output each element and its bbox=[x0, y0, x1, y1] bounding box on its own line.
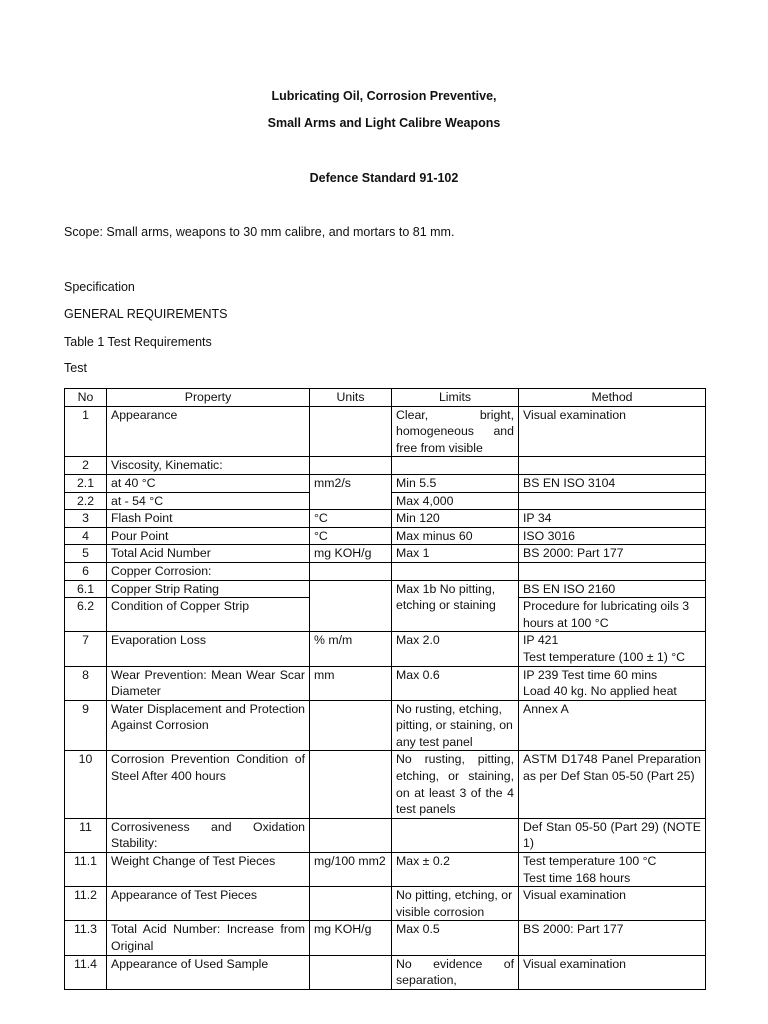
row-method: ISO 3016 bbox=[519, 527, 706, 545]
table-row bbox=[65, 406, 706, 457]
row-no: 1 bbox=[65, 406, 107, 457]
table-row bbox=[65, 474, 706, 492]
row-no: 11.2 bbox=[65, 887, 107, 921]
row-limits: Max ± 0.2 bbox=[392, 853, 519, 887]
row-method: Annex A bbox=[519, 700, 706, 751]
row-limits: No evidence of separation, bbox=[392, 955, 519, 989]
row-property: Condition of Copper Strip bbox=[107, 598, 310, 632]
row-units: mg KOH/g bbox=[310, 921, 392, 955]
row-property: Appearance of Used Sample bbox=[107, 955, 310, 989]
row-units: °C bbox=[310, 510, 392, 528]
row-limits: Clear, bright, homogeneous and free from visible bbox=[392, 406, 519, 457]
table-row bbox=[65, 580, 706, 598]
row-method bbox=[519, 632, 706, 666]
row-no: 11.4 bbox=[65, 955, 107, 989]
row-property: at - 54 °C bbox=[107, 492, 310, 510]
document-title-line-2: Small Arms and Light Calibre Weapons bbox=[267, 116, 501, 130]
row-units bbox=[310, 562, 392, 580]
row-method: Visual examination bbox=[519, 406, 706, 457]
row-property: Copper Strip Rating bbox=[107, 580, 310, 598]
document-title-line-1: Lubricating Oil, Corrosion Preventive, bbox=[271, 89, 497, 103]
row-limits bbox=[392, 818, 519, 852]
table-row bbox=[65, 545, 706, 563]
header-units: Units bbox=[310, 389, 392, 407]
row-method bbox=[519, 457, 706, 475]
method-line: Test time 168 hours bbox=[523, 870, 631, 885]
table-row bbox=[65, 632, 706, 666]
method-line: IP 239 Test time 60 mins bbox=[523, 667, 658, 682]
row-limits: Max 0.6 bbox=[392, 666, 519, 700]
row-no: 5 bbox=[65, 545, 107, 563]
row-limits: Max 2.0 bbox=[392, 632, 519, 666]
header-method: Method bbox=[519, 389, 706, 407]
table-row bbox=[65, 527, 706, 545]
row-property: Flash Point bbox=[107, 510, 310, 528]
row-no: 8 bbox=[65, 666, 107, 700]
table-row bbox=[65, 562, 706, 580]
standard-number: Defence Standard 91-102 bbox=[309, 171, 459, 185]
row-no: 2 bbox=[65, 457, 107, 475]
row-limits: Max minus 60 bbox=[392, 527, 519, 545]
row-method: Visual examination bbox=[519, 887, 706, 921]
table-header-row bbox=[65, 389, 706, 407]
row-property: Total Acid Number bbox=[107, 545, 310, 563]
method-line: Test temperature (100 ± 1) °C bbox=[523, 649, 686, 664]
table-row bbox=[65, 921, 706, 955]
row-units bbox=[310, 580, 392, 632]
method-line: Load 40 kg. No applied heat bbox=[523, 684, 677, 699]
row-property: Appearance of Test Pieces bbox=[107, 887, 310, 921]
row-units bbox=[310, 700, 392, 751]
row-method bbox=[519, 562, 706, 580]
row-method: BS 2000: Part 177 bbox=[519, 545, 706, 563]
table-row bbox=[65, 751, 706, 818]
row-no: 11.3 bbox=[65, 921, 107, 955]
row-property: at 40 °C bbox=[107, 474, 310, 492]
row-no: 3 bbox=[65, 510, 107, 528]
row-no: 6 bbox=[65, 562, 107, 580]
general-requirements-heading: GENERAL REQUIREMENTS bbox=[64, 307, 228, 321]
row-method: Def Stan 05-50 (Part 29) (NOTE 1) bbox=[519, 818, 706, 852]
row-no: 6.2 bbox=[65, 598, 107, 632]
row-property: Corrosiveness and Oxidation Stability: bbox=[107, 818, 310, 852]
row-limits: Max 1b No pitting, etching or staining bbox=[392, 580, 519, 632]
row-no: 2.2 bbox=[65, 492, 107, 510]
row-property: Evaporation Loss bbox=[107, 632, 310, 666]
row-property: Pour Point bbox=[107, 527, 310, 545]
table-row bbox=[65, 510, 706, 528]
row-no: 9 bbox=[65, 700, 107, 751]
table-caption: Table 1 Test Requirements bbox=[64, 335, 212, 349]
row-method bbox=[519, 853, 706, 887]
row-property: Corrosion Prevention Condition of Steel After 400 hours bbox=[107, 751, 310, 818]
row-units: mg/100 mm2 bbox=[310, 853, 392, 887]
row-method: Procedure for lubricating oils 3 hours at 100 °C bbox=[519, 598, 706, 632]
row-property: Viscosity, Kinematic: bbox=[107, 457, 310, 475]
header-limits: Limits bbox=[392, 389, 519, 407]
row-property: Copper Corrosion: bbox=[107, 562, 310, 580]
row-units bbox=[310, 818, 392, 852]
row-method: BS EN ISO 2160 bbox=[519, 580, 706, 598]
row-property: Appearance bbox=[107, 406, 310, 457]
row-units bbox=[310, 751, 392, 818]
row-limits: No rusting, pitting, etching, or staining, on at least 3 of the 4 test panels bbox=[392, 751, 519, 818]
row-units: % m/m bbox=[310, 632, 392, 666]
row-limits: Min 120 bbox=[392, 510, 519, 528]
specification-heading: Specification bbox=[64, 280, 135, 294]
row-property: Total Acid Number: Increase from Original bbox=[107, 921, 310, 955]
row-method bbox=[519, 492, 706, 510]
scope-text: Scope: Small arms, weapons to 30 mm calibre, and mortars to 81 mm. bbox=[64, 225, 455, 239]
row-units bbox=[310, 457, 392, 475]
row-limits bbox=[392, 457, 519, 475]
table-row bbox=[65, 666, 706, 700]
row-units bbox=[310, 406, 392, 457]
table-row bbox=[65, 700, 706, 751]
row-method: BS 2000: Part 177 bbox=[519, 921, 706, 955]
row-limits bbox=[392, 562, 519, 580]
row-units: mm2/s bbox=[310, 474, 392, 509]
row-no: 6.1 bbox=[65, 580, 107, 598]
table-row bbox=[65, 887, 706, 921]
row-limits: Min 5.5 bbox=[392, 474, 519, 492]
row-limits: Max 1 bbox=[392, 545, 519, 563]
table-row bbox=[65, 955, 706, 989]
row-limits: Max 4,000 bbox=[392, 492, 519, 510]
row-method: Visual examination bbox=[519, 955, 706, 989]
test-label: Test bbox=[64, 361, 87, 375]
row-units bbox=[310, 955, 392, 989]
row-property: Weight Change of Test Pieces bbox=[107, 853, 310, 887]
row-units: °C bbox=[310, 527, 392, 545]
row-limits: Max 0.5 bbox=[392, 921, 519, 955]
header-property: Property bbox=[107, 389, 310, 407]
row-units bbox=[310, 887, 392, 921]
row-limits: No pitting, etching, or visible corrosion bbox=[392, 887, 519, 921]
row-limits: No rusting, etching, pitting, or staining, on any test panel bbox=[392, 700, 519, 751]
row-property: Water Displacement and Protection Against Corrosion bbox=[107, 700, 310, 751]
row-units: mg KOH/g bbox=[310, 545, 392, 563]
row-units: mm bbox=[310, 666, 392, 700]
row-no: 11.1 bbox=[65, 853, 107, 887]
table-row bbox=[65, 457, 706, 475]
row-no: 2.1 bbox=[65, 474, 107, 492]
row-method: ASTM D1748 Panel Preparation as per Def Stan 05-50 (Part 25) bbox=[519, 751, 706, 818]
row-property: Wear Prevention: Mean Wear Scar Diameter bbox=[107, 666, 310, 700]
row-no: 7 bbox=[65, 632, 107, 666]
method-line: Test temperature 100 °C bbox=[523, 854, 657, 869]
test-requirements-table bbox=[64, 388, 706, 990]
row-method bbox=[519, 666, 706, 700]
row-no: 11 bbox=[65, 818, 107, 852]
row-no: 4 bbox=[65, 527, 107, 545]
header-no: No bbox=[65, 389, 107, 407]
row-method: BS EN ISO 3104 bbox=[519, 474, 706, 492]
method-line: IP 421 bbox=[523, 633, 559, 648]
row-method: IP 34 bbox=[519, 510, 706, 528]
row-no: 10 bbox=[65, 751, 107, 818]
table-row bbox=[65, 818, 706, 852]
table-row bbox=[65, 853, 706, 887]
